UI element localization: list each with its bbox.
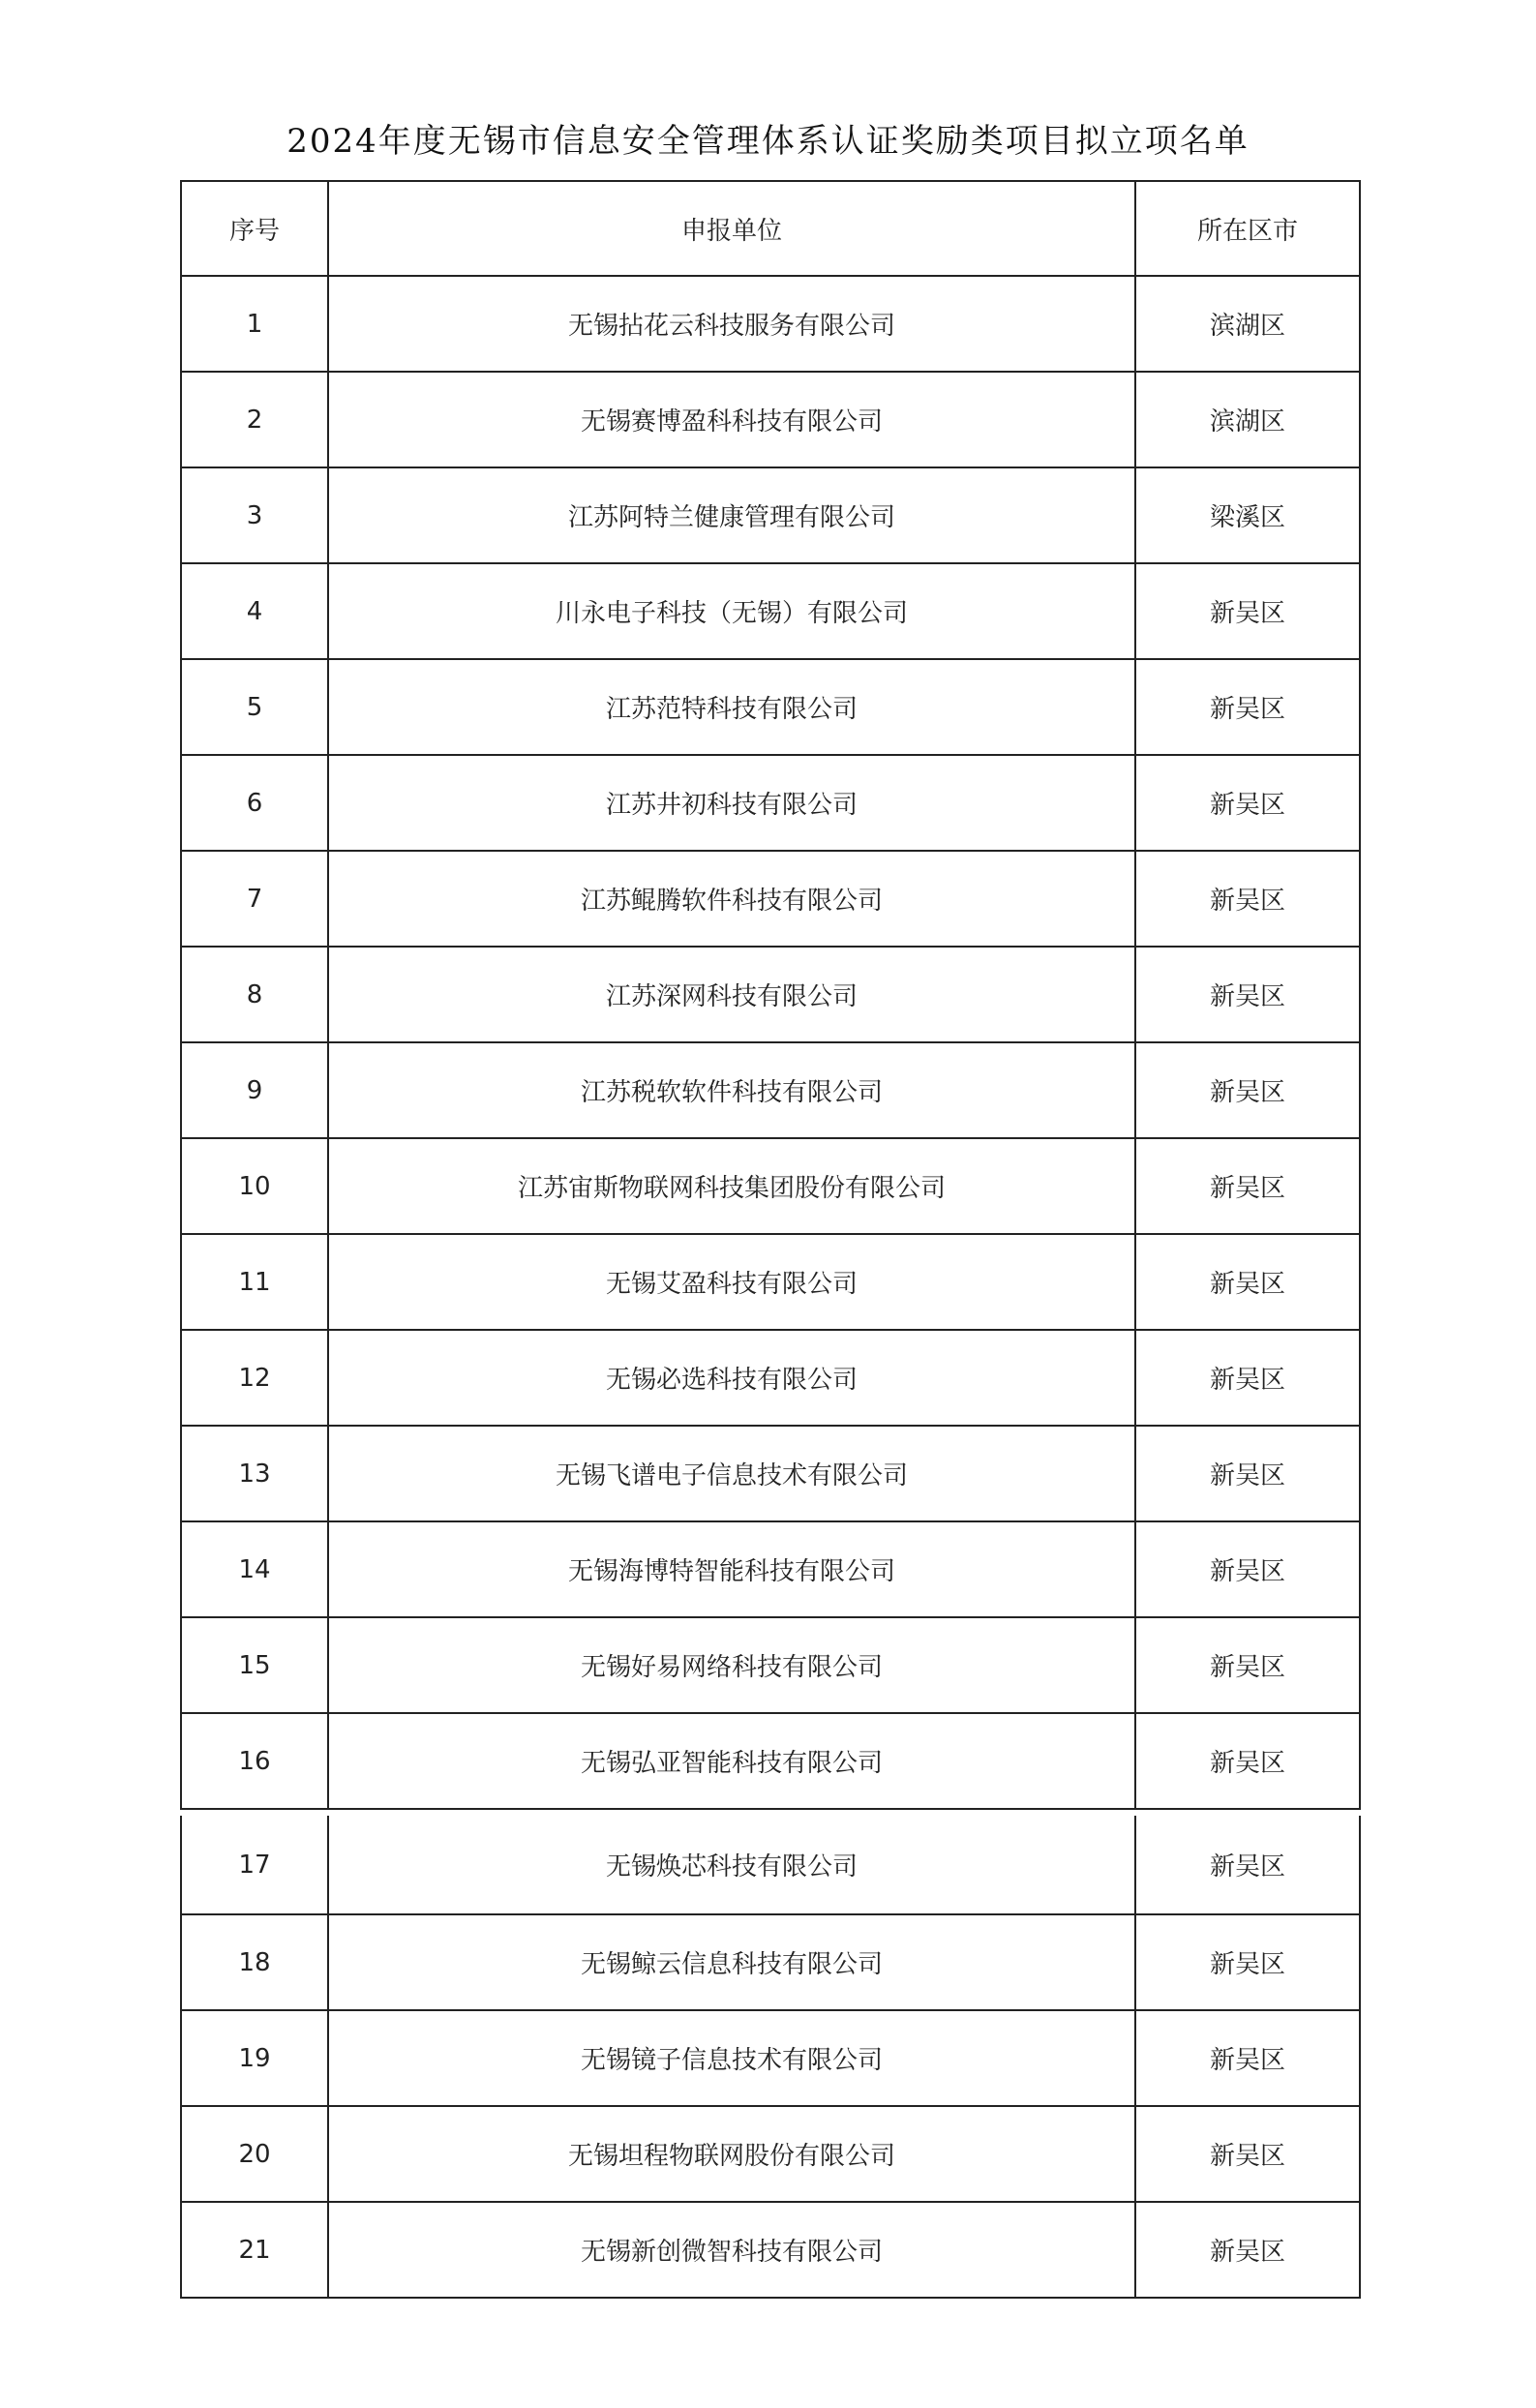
seq-cell: 16 <box>181 1713 328 1809</box>
district-cell: 新吴区 <box>1135 563 1360 659</box>
company-cell: 江苏井初科技有限公司 <box>328 755 1135 851</box>
district-cell: 滨湖区 <box>1135 372 1360 467</box>
district-cell: 新吴区 <box>1135 755 1360 851</box>
district-cell: 新吴区 <box>1135 851 1360 947</box>
table-row <box>181 2106 1360 2202</box>
company-cell: 无锡好易网络科技有限公司 <box>328 1617 1135 1713</box>
table-row <box>181 372 1360 467</box>
seq-cell: 19 <box>181 2010 328 2106</box>
table-header-row <box>181 181 1360 276</box>
company-cell: 无锡弘亚智能科技有限公司 <box>328 1713 1135 1809</box>
table-row <box>181 851 1360 947</box>
seq-cell: 14 <box>181 1521 328 1617</box>
district-cell: 新吴区 <box>1135 1914 1360 2010</box>
table-row <box>181 1426 1360 1521</box>
district-cell: 新吴区 <box>1135 947 1360 1042</box>
seq-cell: 13 <box>181 1426 328 1521</box>
company-cell: 川永电子科技（无锡）有限公司 <box>328 563 1135 659</box>
seq-cell: 11 <box>181 1234 328 1330</box>
seq-cell: 7 <box>181 851 328 947</box>
company-cell: 江苏阿特兰健康管理有限公司 <box>328 467 1135 563</box>
company-cell: 无锡拈花云科技服务有限公司 <box>328 276 1135 372</box>
table-row <box>181 467 1360 563</box>
seq-cell: 15 <box>181 1617 328 1713</box>
table-row <box>181 755 1360 851</box>
seq-cell: 6 <box>181 755 328 851</box>
district-cell: 新吴区 <box>1135 2010 1360 2106</box>
table-row <box>181 659 1360 755</box>
district-cell: 新吴区 <box>1135 2202 1360 2298</box>
project-list-table-continued <box>180 1816 1361 2299</box>
table-row <box>181 1521 1360 1617</box>
company-cell: 无锡焕芯科技有限公司 <box>328 1816 1135 1914</box>
project-list-table <box>180 180 1361 1810</box>
district-cell: 新吴区 <box>1135 2106 1360 2202</box>
header-seq: 序号 <box>181 181 328 276</box>
seq-cell: 3 <box>181 467 328 563</box>
seq-cell: 20 <box>181 2106 328 2202</box>
company-cell: 无锡艾盈科技有限公司 <box>328 1234 1135 1330</box>
seq-cell: 4 <box>181 563 328 659</box>
table-row <box>181 1816 1360 1914</box>
company-cell: 无锡鲸云信息科技有限公司 <box>328 1914 1135 2010</box>
table-row <box>181 1234 1360 1330</box>
table-row <box>181 1914 1360 2010</box>
district-cell: 新吴区 <box>1135 1042 1360 1138</box>
seq-cell: 1 <box>181 276 328 372</box>
district-cell: 新吴区 <box>1135 1713 1360 1809</box>
company-cell: 无锡赛博盈科科技有限公司 <box>328 372 1135 467</box>
district-cell: 新吴区 <box>1135 1426 1360 1521</box>
district-cell: 新吴区 <box>1135 1521 1360 1617</box>
company-cell: 江苏深网科技有限公司 <box>328 947 1135 1042</box>
district-cell: 新吴区 <box>1135 1138 1360 1234</box>
company-cell: 江苏税软软件科技有限公司 <box>328 1042 1135 1138</box>
seq-cell: 5 <box>181 659 328 755</box>
district-cell: 滨湖区 <box>1135 276 1360 372</box>
seq-cell: 12 <box>181 1330 328 1426</box>
seq-cell: 2 <box>181 372 328 467</box>
seq-cell: 8 <box>181 947 328 1042</box>
table-row <box>181 563 1360 659</box>
company-cell: 江苏宙斯物联网科技集团股份有限公司 <box>328 1138 1135 1234</box>
company-cell: 江苏鲲腾软件科技有限公司 <box>328 851 1135 947</box>
seq-cell: 17 <box>181 1816 328 1914</box>
seq-cell: 21 <box>181 2202 328 2298</box>
table-row <box>181 2010 1360 2106</box>
company-cell: 无锡飞谱电子信息技术有限公司 <box>328 1426 1135 1521</box>
table-row <box>181 1042 1360 1138</box>
table-row <box>181 1713 1360 1809</box>
district-cell: 新吴区 <box>1135 1234 1360 1330</box>
seq-cell: 9 <box>181 1042 328 1138</box>
seq-cell: 10 <box>181 1138 328 1234</box>
company-cell: 无锡海博特智能科技有限公司 <box>328 1521 1135 1617</box>
table-row <box>181 1330 1360 1426</box>
district-cell: 梁溪区 <box>1135 467 1360 563</box>
company-cell: 无锡坦程物联网股份有限公司 <box>328 2106 1135 2202</box>
company-cell: 江苏范特科技有限公司 <box>328 659 1135 755</box>
document-title: 2024年度无锡市信息安全管理体系认证奖励类项目拟立项名单 <box>286 122 1250 161</box>
header-district: 所在区市 <box>1135 181 1360 276</box>
table-row <box>181 2202 1360 2298</box>
company-cell: 无锡新创微智科技有限公司 <box>328 2202 1135 2298</box>
seq-cell: 18 <box>181 1914 328 2010</box>
table-row <box>181 1138 1360 1234</box>
table-row <box>181 947 1360 1042</box>
district-cell: 新吴区 <box>1135 1330 1360 1426</box>
company-cell: 无锡镜子信息技术有限公司 <box>328 2010 1135 2106</box>
table-row <box>181 276 1360 372</box>
district-cell: 新吴区 <box>1135 659 1360 755</box>
company-cell: 无锡必选科技有限公司 <box>328 1330 1135 1426</box>
district-cell: 新吴区 <box>1135 1816 1360 1914</box>
table-row <box>181 1617 1360 1713</box>
district-cell: 新吴区 <box>1135 1617 1360 1713</box>
header-company: 申报单位 <box>328 181 1135 276</box>
